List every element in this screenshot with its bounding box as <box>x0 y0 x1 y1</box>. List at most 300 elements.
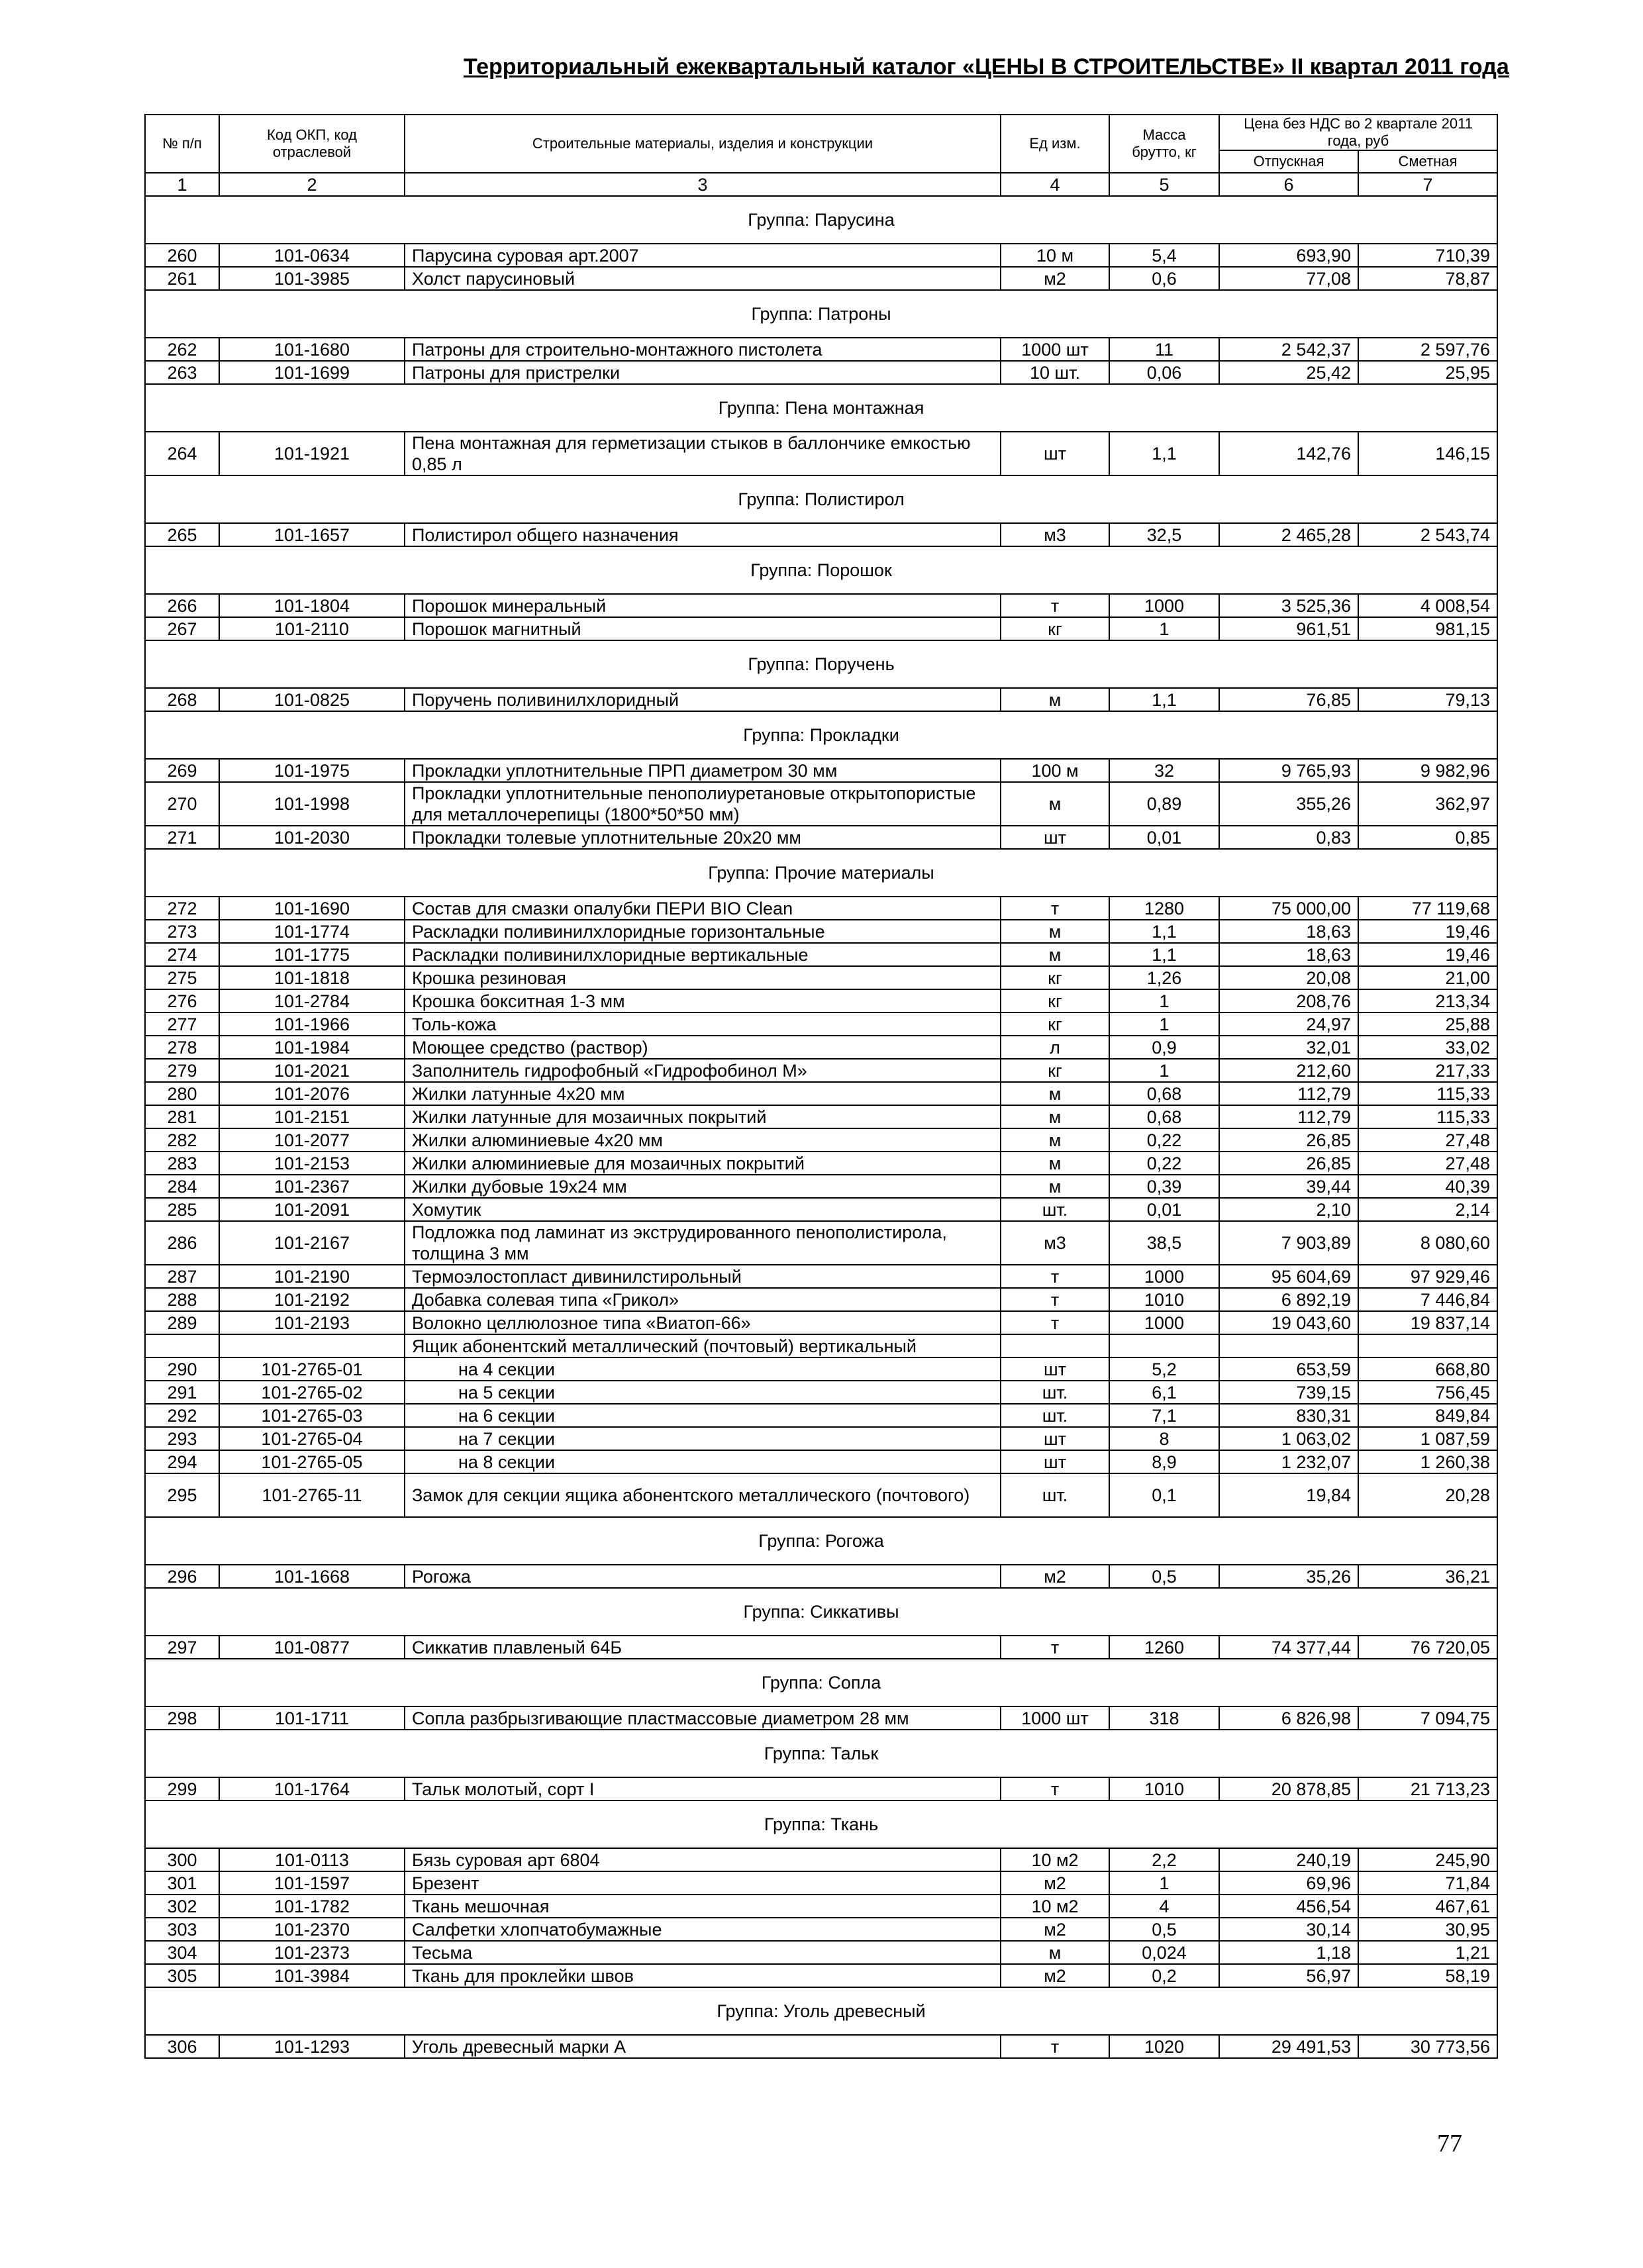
column-number: 2 <box>219 173 405 196</box>
unit-cell: 10 шт. <box>1001 361 1109 384</box>
estimate-price-cell: 9 982,96 <box>1358 759 1497 782</box>
row-number-cell: 262 <box>145 338 219 361</box>
unit-cell: м <box>1001 1105 1109 1128</box>
row-number-cell: 270 <box>145 782 219 826</box>
release-price-cell: 830,31 <box>1219 1404 1358 1427</box>
code-cell: 101-1775 <box>219 943 405 966</box>
group-title: Группа: Парусина <box>145 196 1497 244</box>
release-price-cell: 0,83 <box>1219 826 1358 849</box>
estimate-price-cell: 2 597,76 <box>1358 338 1497 361</box>
name-cell: Холст парусиновый <box>405 267 1001 290</box>
column-header-estimate-price: Сметная <box>1358 150 1497 173</box>
name-cell: Прокладки толевые уплотнительные 20х20 мм <box>405 826 1001 849</box>
code-cell: 101-2765-11 <box>219 1473 405 1517</box>
estimate-price-cell: 146,15 <box>1358 432 1497 475</box>
unit-cell: кг <box>1001 1012 1109 1036</box>
unit-cell: м <box>1001 920 1109 943</box>
code-cell: 101-1984 <box>219 1036 405 1059</box>
code-cell: 101-1597 <box>219 1871 405 1895</box>
table-row <box>145 826 1497 849</box>
name-cell: Тесьма <box>405 1941 1001 1964</box>
name-cell: Жилки латунные 4х20 мм <box>405 1082 1001 1105</box>
mass-cell: 1,1 <box>1109 920 1219 943</box>
estimate-price-cell: 467,61 <box>1358 1895 1497 1918</box>
unit-cell: 1000 шт <box>1001 1706 1109 1730</box>
table-row <box>145 920 1497 943</box>
name-cell: на 7 секции <box>405 1427 1001 1450</box>
row-number-cell: 268 <box>145 688 219 711</box>
estimate-price-cell: 21 713,23 <box>1358 1777 1497 1800</box>
table-row <box>145 1381 1497 1404</box>
release-price-cell: 739,15 <box>1219 1381 1358 1404</box>
estimate-price-cell: 981,15 <box>1358 617 1497 640</box>
group-title: Группа: Прочие материалы <box>145 849 1497 897</box>
release-price-cell: 39,44 <box>1219 1175 1358 1198</box>
table-row <box>145 1082 1497 1105</box>
mass-cell: 0,024 <box>1109 1941 1219 1964</box>
table-body <box>145 196 1497 2058</box>
row-number-cell: 273 <box>145 920 219 943</box>
mass-cell: 0,39 <box>1109 1175 1219 1198</box>
row-number-cell: 287 <box>145 1265 219 1288</box>
code-cell: 101-2765-03 <box>219 1404 405 1427</box>
code-cell: 101-2077 <box>219 1128 405 1152</box>
unit-cell: м3 <box>1001 523 1109 546</box>
release-price-cell: 2 542,37 <box>1219 338 1358 361</box>
name-cell: Термоэлостопласт дивинилстирольный <box>405 1265 1001 1288</box>
row-number-cell: 290 <box>145 1357 219 1381</box>
unit-cell: 10 м2 <box>1001 1848 1109 1871</box>
estimate-price-cell: 25,95 <box>1358 361 1497 384</box>
row-number-cell: 271 <box>145 826 219 849</box>
row-number-cell: 299 <box>145 1777 219 1800</box>
mass-cell: 1000 <box>1109 1265 1219 1288</box>
estimate-price-cell: 27,48 <box>1358 1128 1497 1152</box>
code-cell: 101-1782 <box>219 1895 405 1918</box>
group-header-row <box>145 196 1497 244</box>
release-price-cell: 456,54 <box>1219 1895 1358 1918</box>
row-number-cell: 302 <box>145 1895 219 1918</box>
name-cell: Подложка под ламинат из экструдированного пенополистирола, толщина 3 мм <box>405 1221 1001 1265</box>
mass-cell: 1 <box>1109 1012 1219 1036</box>
unit-cell: шт <box>1001 1427 1109 1450</box>
estimate-price-cell: 77 119,68 <box>1358 897 1497 920</box>
estimate-price-cell: 213,34 <box>1358 989 1497 1012</box>
release-price-cell: 26,85 <box>1219 1152 1358 1175</box>
estimate-price-cell: 97 929,46 <box>1358 1265 1497 1288</box>
unit-cell: м <box>1001 1128 1109 1152</box>
release-price-cell: 1,18 <box>1219 1941 1358 1964</box>
mass-cell: 0,68 <box>1109 1082 1219 1105</box>
release-price-cell: 20,08 <box>1219 966 1358 989</box>
code-cell: 101-2373 <box>219 1941 405 1964</box>
code-cell: 101-2784 <box>219 989 405 1012</box>
mass-cell: 0,1 <box>1109 1473 1219 1517</box>
row-number-cell: 300 <box>145 1848 219 1871</box>
column-number: 3 <box>405 173 1001 196</box>
code-cell: 101-1657 <box>219 523 405 546</box>
mass-cell: 0,89 <box>1109 782 1219 826</box>
estimate-price-cell: 71,84 <box>1358 1871 1497 1895</box>
mass-cell: 1,26 <box>1109 966 1219 989</box>
code-cell: 101-1293 <box>219 2035 405 2058</box>
mass-cell: 1010 <box>1109 1777 1219 1800</box>
mass-cell: 2,2 <box>1109 1848 1219 1871</box>
mass-cell: 0,5 <box>1109 1565 1219 1588</box>
release-price-cell: 29 491,53 <box>1219 2035 1358 2058</box>
name-cell: Ткань мешочная <box>405 1895 1001 1918</box>
name-cell: Жилки алюминиевые 4х20 мм <box>405 1128 1001 1152</box>
row-number-cell: 261 <box>145 267 219 290</box>
mass-cell: 6,1 <box>1109 1381 1219 1404</box>
group-title: Группа: Сопла <box>145 1659 1497 1706</box>
table-row <box>145 361 1497 384</box>
code-cell: 101-2370 <box>219 1918 405 1941</box>
estimate-price-cell: 25,88 <box>1358 1012 1497 1036</box>
row-number-cell: 286 <box>145 1221 219 1265</box>
table-row <box>145 617 1497 640</box>
unit-cell: м2 <box>1001 1565 1109 1588</box>
mass-cell: 0,01 <box>1109 826 1219 849</box>
code-cell: 101-1774 <box>219 920 405 943</box>
release-price-cell: 6 892,19 <box>1219 1288 1358 1311</box>
table-row <box>145 1311 1497 1334</box>
release-price-cell: 142,76 <box>1219 432 1358 475</box>
code-cell: 101-3984 <box>219 1964 405 1987</box>
group-header-row <box>145 290 1497 338</box>
release-price-cell: 26,85 <box>1219 1128 1358 1152</box>
estimate-price-cell: 245,90 <box>1358 1848 1497 1871</box>
table-row <box>145 943 1497 966</box>
table-row <box>145 1152 1497 1175</box>
row-number-cell: 293 <box>145 1427 219 1450</box>
name-cell: Раскладки поливинилхлоридные горизонтальные <box>405 920 1001 943</box>
code-cell: 101-1668 <box>219 1565 405 1588</box>
code-cell: 101-2765-02 <box>219 1381 405 1404</box>
release-price-cell: 95 604,69 <box>1219 1265 1358 1288</box>
name-cell: Порошок минеральный <box>405 594 1001 617</box>
group-title: Группа: Ткань <box>145 1800 1497 1848</box>
table-row <box>145 1036 1497 1059</box>
code-cell: 101-2076 <box>219 1082 405 1105</box>
estimate-price-cell: 30 773,56 <box>1358 2035 1497 2058</box>
unit-cell: 10 м <box>1001 244 1109 267</box>
unit-cell: т <box>1001 1288 1109 1311</box>
mass-cell: 1260 <box>1109 1636 1219 1659</box>
code-cell: 101-2192 <box>219 1288 405 1311</box>
name-cell: Салфетки хлопчатобумажные <box>405 1918 1001 1941</box>
estimate-price-cell: 217,33 <box>1358 1059 1497 1082</box>
row-number-cell: 281 <box>145 1105 219 1128</box>
estimate-price-cell: 0,85 <box>1358 826 1497 849</box>
table-row <box>145 1221 1497 1265</box>
column-header-code: Код ОКП, код отраслевой <box>219 115 405 173</box>
column-number-row <box>145 173 1497 196</box>
row-number-cell: 282 <box>145 1128 219 1152</box>
mass-cell: 0,22 <box>1109 1152 1219 1175</box>
unit-cell: 100 м <box>1001 759 1109 782</box>
code-cell: 101-1966 <box>219 1012 405 1036</box>
code-cell: 101-1764 <box>219 1777 405 1800</box>
code-cell: 101-3985 <box>219 267 405 290</box>
release-price-cell: 1 063,02 <box>1219 1427 1358 1450</box>
name-cell: Рогожа <box>405 1565 1001 1588</box>
group-title: Группа: Уголь древесный <box>145 1987 1497 2035</box>
name-cell: Уголь древесный марки А <box>405 2035 1001 2058</box>
group-title: Группа: Полистирол <box>145 475 1497 523</box>
table-row <box>145 244 1497 267</box>
release-price-cell: 355,26 <box>1219 782 1358 826</box>
unit-cell: м <box>1001 1941 1109 1964</box>
row-number-cell: 283 <box>145 1152 219 1175</box>
code-cell: 101-0825 <box>219 688 405 711</box>
estimate-price-cell: 1,21 <box>1358 1941 1497 1964</box>
release-price-cell: 18,63 <box>1219 920 1358 943</box>
column-number: 7 <box>1358 173 1497 196</box>
group-header-row <box>145 1659 1497 1706</box>
mass-cell: 1000 <box>1109 594 1219 617</box>
column-header-unit: Ед изм. <box>1001 115 1109 173</box>
mass-cell: 1,1 <box>1109 943 1219 966</box>
code-cell: 101-1998 <box>219 782 405 826</box>
mass-cell: 1020 <box>1109 2035 1219 2058</box>
table-row <box>145 1777 1497 1800</box>
release-price-cell: 75 000,00 <box>1219 897 1358 920</box>
release-price-cell: 24,97 <box>1219 1012 1358 1036</box>
release-price-cell: 9 765,93 <box>1219 759 1358 782</box>
name-cell: Моющее средство (раствор) <box>405 1036 1001 1059</box>
mass-cell: 0,9 <box>1109 1036 1219 1059</box>
unit-cell: л <box>1001 1036 1109 1059</box>
unit-cell: шт. <box>1001 1381 1109 1404</box>
name-cell: Ткань для проклейки швов <box>405 1964 1001 1987</box>
release-price-cell: 76,85 <box>1219 688 1358 711</box>
group-title: Группа: Патроны <box>145 290 1497 338</box>
code-cell: 101-2110 <box>219 617 405 640</box>
row-number-cell: 304 <box>145 1941 219 1964</box>
estimate-price-cell: 710,39 <box>1358 244 1497 267</box>
mass-cell: 1 <box>1109 1059 1219 1082</box>
row-number-cell: 263 <box>145 361 219 384</box>
estimate-price-cell: 2,14 <box>1358 1198 1497 1221</box>
code-cell: 101-1921 <box>219 432 405 475</box>
unit-cell: кг <box>1001 1059 1109 1082</box>
code-cell: 101-1699 <box>219 361 405 384</box>
code-cell: 101-1975 <box>219 759 405 782</box>
table-row <box>145 1265 1497 1288</box>
name-cell: Поручень поливинилхлоридный <box>405 688 1001 711</box>
estimate-price-cell: 19 837,14 <box>1358 1311 1497 1334</box>
release-price-cell: 112,79 <box>1219 1105 1358 1128</box>
page-number: 77 <box>1437 2130 1462 2157</box>
code-cell: 101-2193 <box>219 1311 405 1334</box>
table-row <box>145 1450 1497 1473</box>
estimate-price-cell: 1 087,59 <box>1358 1427 1497 1450</box>
row-number-cell: 278 <box>145 1036 219 1059</box>
code-cell: 101-1818 <box>219 966 405 989</box>
release-price-cell: 30,14 <box>1219 1918 1358 1941</box>
table-row <box>145 1105 1497 1128</box>
unit-cell: шт <box>1001 826 1109 849</box>
unit-cell: 10 м2 <box>1001 1895 1109 1918</box>
release-price-cell: 32,01 <box>1219 1036 1358 1059</box>
unit-cell: м2 <box>1001 1918 1109 1941</box>
name-cell: на 6 секции <box>405 1404 1001 1427</box>
group-title: Группа: Пена монтажная <box>145 384 1497 432</box>
row-number-cell: 260 <box>145 244 219 267</box>
table-row <box>145 432 1497 475</box>
unit-cell <box>1001 1334 1109 1357</box>
unit-cell: шт <box>1001 1450 1109 1473</box>
unit-cell: т <box>1001 1265 1109 1288</box>
name-cell: Патроны для пристрелки <box>405 361 1001 384</box>
unit-cell: т <box>1001 594 1109 617</box>
name-cell: Парусина суровая арт.2007 <box>405 244 1001 267</box>
name-cell: Раскладки поливинилхлоридные вертикальные <box>405 943 1001 966</box>
code-cell: 101-2091 <box>219 1198 405 1221</box>
unit-cell: м2 <box>1001 267 1109 290</box>
release-price-cell: 2,10 <box>1219 1198 1358 1221</box>
name-cell: Крошка резиновая <box>405 966 1001 989</box>
code-cell: 101-2765-01 <box>219 1357 405 1381</box>
price-table <box>144 114 1498 2059</box>
row-number-cell <box>145 1334 219 1357</box>
estimate-price-cell: 7 446,84 <box>1358 1288 1497 1311</box>
unit-cell: м <box>1001 943 1109 966</box>
release-price-cell: 2 465,28 <box>1219 523 1358 546</box>
row-number-cell: 297 <box>145 1636 219 1659</box>
mass-cell: 0,06 <box>1109 361 1219 384</box>
estimate-price-cell <box>1358 1334 1497 1357</box>
unit-cell: м <box>1001 1152 1109 1175</box>
mass-cell: 0,6 <box>1109 267 1219 290</box>
estimate-price-cell: 27,48 <box>1358 1152 1497 1175</box>
code-cell: 101-0634 <box>219 244 405 267</box>
group-header-row <box>145 711 1497 759</box>
release-price-cell: 693,90 <box>1219 244 1358 267</box>
group-title: Группа: Поручень <box>145 640 1497 688</box>
release-price-cell: 25,42 <box>1219 361 1358 384</box>
estimate-price-cell: 115,33 <box>1358 1082 1497 1105</box>
table-row <box>145 966 1497 989</box>
table-row <box>145 1175 1497 1198</box>
unit-cell: м2 <box>1001 1871 1109 1895</box>
name-cell: Прокладки уплотнительные ПРП диаметром 30 мм <box>405 759 1001 782</box>
table-row <box>145 1334 1497 1357</box>
unit-cell: 1000 шт <box>1001 338 1109 361</box>
estimate-price-cell: 668,80 <box>1358 1357 1497 1381</box>
mass-cell: 5,4 <box>1109 244 1219 267</box>
table-row <box>145 1964 1497 1987</box>
table-row <box>145 1012 1497 1036</box>
row-number-cell: 266 <box>145 594 219 617</box>
table-row <box>145 1636 1497 1659</box>
group-header-row <box>145 1517 1497 1565</box>
release-price-cell: 56,97 <box>1219 1964 1358 1987</box>
mass-cell: 0,01 <box>1109 1198 1219 1221</box>
column-number: 5 <box>1109 173 1219 196</box>
mass-cell: 318 <box>1109 1706 1219 1730</box>
row-number-cell: 279 <box>145 1059 219 1082</box>
name-cell: Порошок магнитный <box>405 617 1001 640</box>
table-row <box>145 759 1497 782</box>
name-cell: Хомутик <box>405 1198 1001 1221</box>
mass-cell: 8,9 <box>1109 1450 1219 1473</box>
name-cell: Ящик абонентский металлический (почтовый) вертикальный <box>405 1334 1001 1357</box>
unit-cell: т <box>1001 1777 1109 1800</box>
estimate-price-cell: 19,46 <box>1358 920 1497 943</box>
table-row <box>145 2035 1497 2058</box>
unit-cell: шт. <box>1001 1198 1109 1221</box>
row-number-cell: 306 <box>145 2035 219 2058</box>
estimate-price-cell: 362,97 <box>1358 782 1497 826</box>
mass-cell: 0,68 <box>1109 1105 1219 1128</box>
release-price-cell: 7 903,89 <box>1219 1221 1358 1265</box>
code-cell: 101-1804 <box>219 594 405 617</box>
group-title: Группа: Тальк <box>145 1730 1497 1777</box>
table-row <box>145 1941 1497 1964</box>
mass-cell: 5,2 <box>1109 1357 1219 1381</box>
name-cell: Бязь суровая арт 6804 <box>405 1848 1001 1871</box>
unit-cell: т <box>1001 1311 1109 1334</box>
table-row <box>145 1871 1497 1895</box>
name-cell: Жилки латунные для мозаичных покрытий <box>405 1105 1001 1128</box>
name-cell: Заполнитель гидрофобный «Гидрофобинол М» <box>405 1059 1001 1082</box>
release-price-cell: 1 232,07 <box>1219 1450 1358 1473</box>
table-row <box>145 594 1497 617</box>
row-number-cell: 288 <box>145 1288 219 1311</box>
unit-cell: м <box>1001 782 1109 826</box>
code-cell: 101-2021 <box>219 1059 405 1082</box>
code-cell: 101-2151 <box>219 1105 405 1128</box>
row-number-cell: 264 <box>145 432 219 475</box>
unit-cell: кг <box>1001 989 1109 1012</box>
code-cell <box>219 1334 405 1357</box>
code-cell: 101-2367 <box>219 1175 405 1198</box>
column-header-name: Строительные материалы, изделия и конструкции <box>405 115 1001 173</box>
name-cell: Состав для смазки опалубки ПЕРИ BIO Clean <box>405 897 1001 920</box>
mass-cell <box>1109 1334 1219 1357</box>
table-row <box>145 1427 1497 1450</box>
group-header-row <box>145 384 1497 432</box>
mass-cell: 1 <box>1109 1871 1219 1895</box>
unit-cell: шт. <box>1001 1404 1109 1427</box>
release-price-cell: 240,19 <box>1219 1848 1358 1871</box>
name-cell: Добавка солевая типа «Грикол» <box>405 1288 1001 1311</box>
table-row <box>145 1565 1497 1588</box>
row-number-cell: 277 <box>145 1012 219 1036</box>
release-price-cell: 19,84 <box>1219 1473 1358 1517</box>
mass-cell: 8 <box>1109 1427 1219 1450</box>
column-number: 4 <box>1001 173 1109 196</box>
name-cell: Тальк молотый, сорт I <box>405 1777 1001 1800</box>
mass-cell: 38,5 <box>1109 1221 1219 1265</box>
row-number-cell: 280 <box>145 1082 219 1105</box>
name-cell: Патроны для строительно-монтажного пистолета <box>405 338 1001 361</box>
table-row <box>145 1198 1497 1221</box>
group-header-row <box>145 1730 1497 1777</box>
estimate-price-cell: 78,87 <box>1358 267 1497 290</box>
row-number-cell: 275 <box>145 966 219 989</box>
name-cell: Волокно целлюлозное типа «Виатоп-66» <box>405 1311 1001 1334</box>
release-price-cell: 653,59 <box>1219 1357 1358 1381</box>
group-title: Группа: Прокладки <box>145 711 1497 759</box>
table-row <box>145 267 1497 290</box>
estimate-price-cell: 40,39 <box>1358 1175 1497 1198</box>
row-number-cell: 285 <box>145 1198 219 1221</box>
row-number-cell: 298 <box>145 1706 219 1730</box>
name-cell: на 4 секции <box>405 1357 1001 1381</box>
